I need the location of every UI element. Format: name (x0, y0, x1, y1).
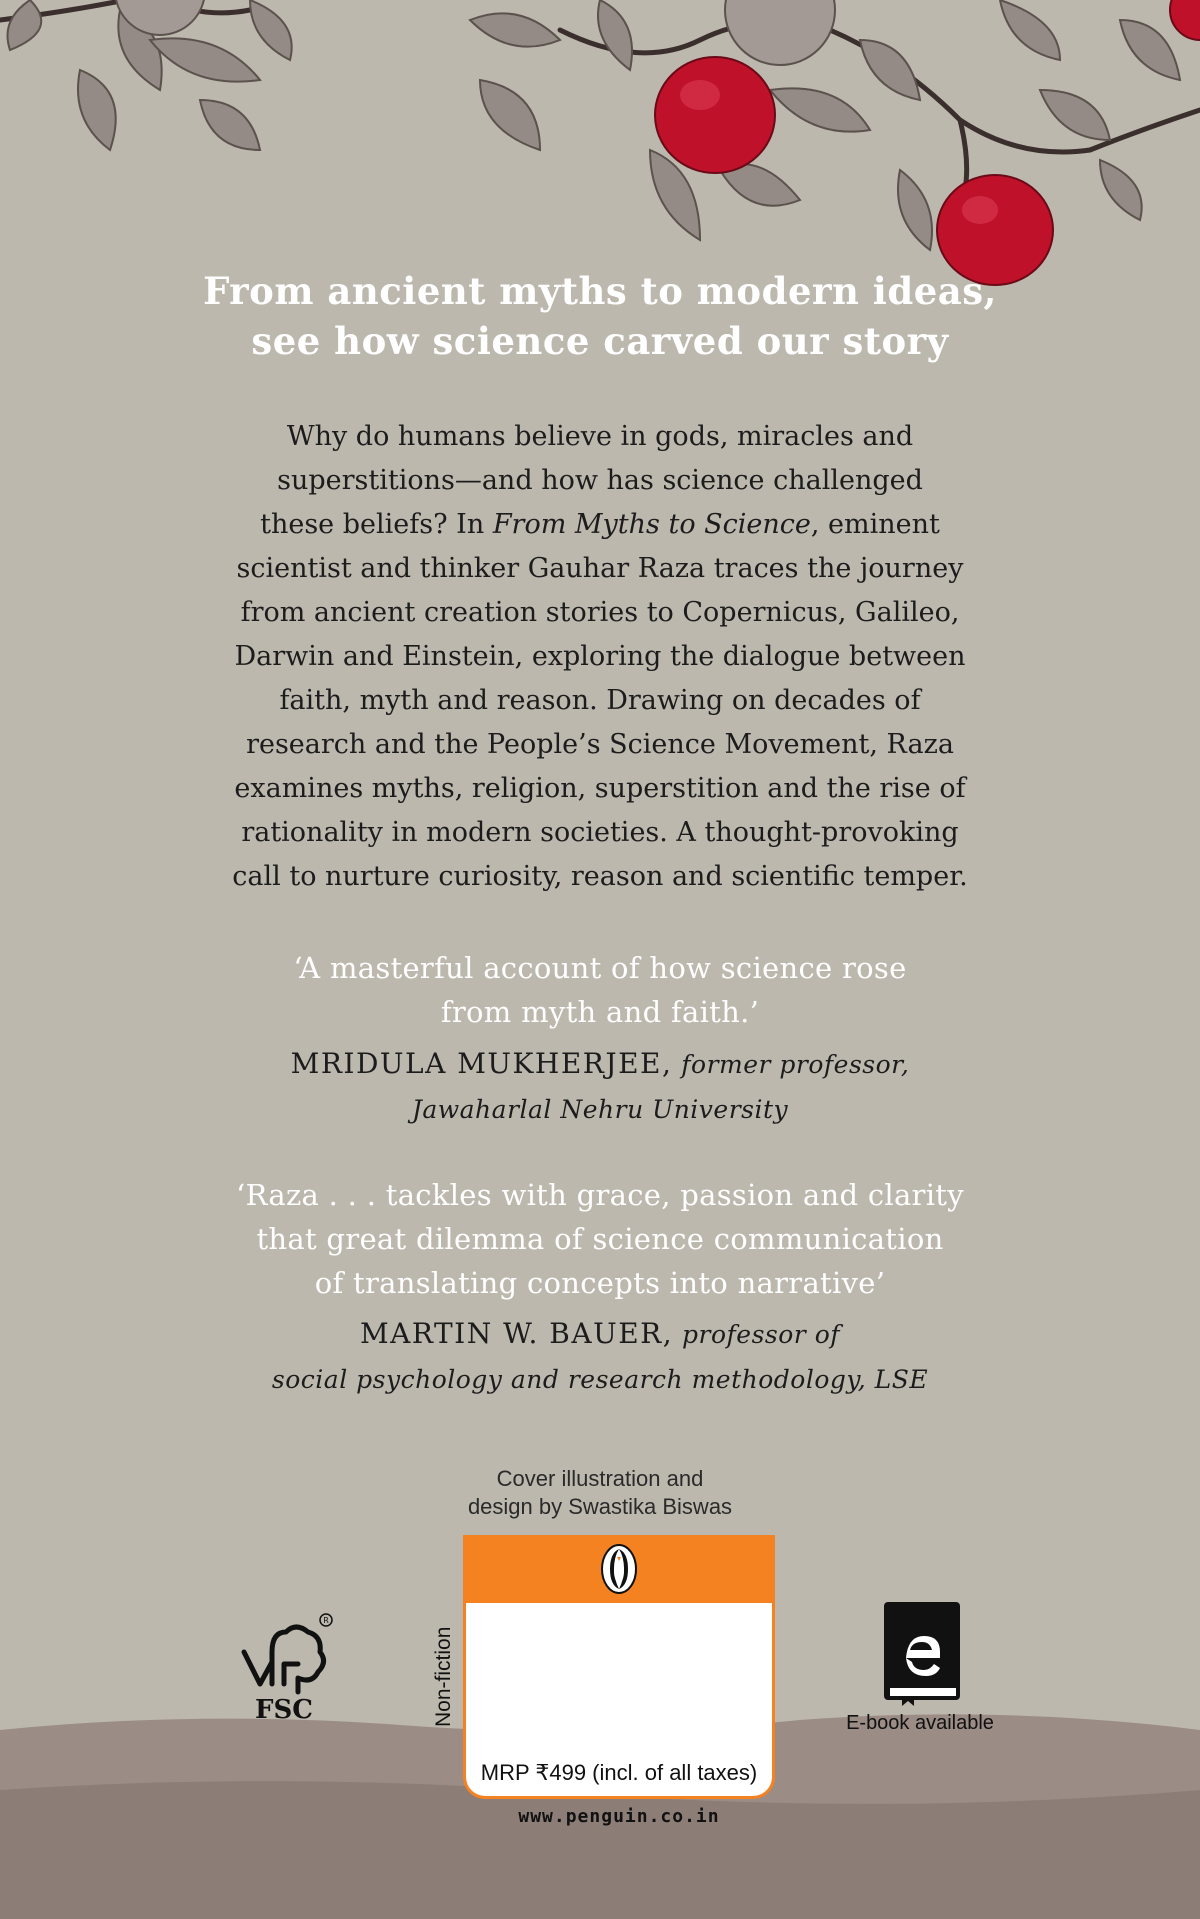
svg-text:R: R (323, 1616, 329, 1625)
endorsement-quote-1 (0, 946, 1200, 1034)
endorser-role: Jawaharlal Nehru University (411, 1095, 789, 1124)
blurb-line: research and the People’s Science Movement, Raza (246, 729, 954, 760)
blurb-line (150, 503, 1050, 547)
blurb-line: rationality in modern societies. A thought-provoking (241, 817, 959, 848)
endorser-role: professor of (682, 1320, 840, 1349)
endorser-role: social psychology and research methodology, LSE (271, 1365, 929, 1394)
blurb-line: Why do humans believe in gods, miracles and (286, 421, 914, 452)
endorsement-quote-2 (0, 1173, 1200, 1305)
category-label: Non-fiction (432, 1626, 455, 1727)
blurb-line: scientist and thinker Gauhar Raza traces the journey (236, 553, 964, 584)
endorser-role: former professor, (681, 1050, 910, 1079)
blurb-text: , eminent (810, 509, 940, 540)
quote-line: of translating concepts into narrative’ (314, 1266, 886, 1300)
blurb-line: superstitions—and how has science challenged (277, 465, 923, 496)
endorser-name: MARTIN W. BAUER, (360, 1317, 674, 1350)
endorsement-attribution-1 (0, 1042, 1200, 1132)
quote-line: from myth and faith.’ (440, 995, 760, 1029)
blurb-line: Darwin and Einstein, exploring the dialogue between (234, 641, 966, 672)
book-title: From Myths to Science (492, 509, 811, 540)
fsc-label: FSC (255, 1695, 313, 1724)
headline (0, 266, 1200, 366)
blurb-line: from ancient creation stories to Copernicus, Galileo, (240, 597, 960, 628)
endorsement-attribution-2 (0, 1312, 1200, 1402)
ebook-label: E-book available (846, 1712, 994, 1734)
fsc-tree-icon (236, 1612, 336, 1724)
cover-credit (440, 1465, 760, 1521)
quote-line: ‘A masterful account of how science rose (293, 951, 907, 985)
headline-line: From ancient myths to modern ideas, (203, 269, 997, 313)
price-label: MRP ₹499 (incl. of all taxes) (480, 1760, 758, 1785)
publisher-website: www.penguin.co.in (518, 1806, 720, 1827)
blurb-line: faith, myth and reason. Drawing on decades of (279, 685, 921, 716)
headline-line: see how science carved our story (251, 319, 949, 363)
ebook-icon (882, 1600, 962, 1708)
credit-line: Cover illustration and (496, 1466, 704, 1491)
quote-line: ‘Raza . . . tackles with grace, passion and clarity (236, 1178, 964, 1212)
endorser-name: MRIDULA MUKHERJEE, (290, 1047, 673, 1080)
quote-line: that great dilemma of science communication (256, 1222, 944, 1256)
blurb (150, 415, 1050, 899)
penguin-logo-icon (600, 1543, 638, 1595)
blurb-line: call to nurture curiosity, reason and scientific temper. (232, 861, 968, 892)
blurb-line: examines myths, religion, superstition and the rise of (234, 773, 966, 804)
blurb-text: these beliefs? In (260, 509, 493, 540)
credit-line: design by Swastika Biswas (467, 1494, 733, 1519)
